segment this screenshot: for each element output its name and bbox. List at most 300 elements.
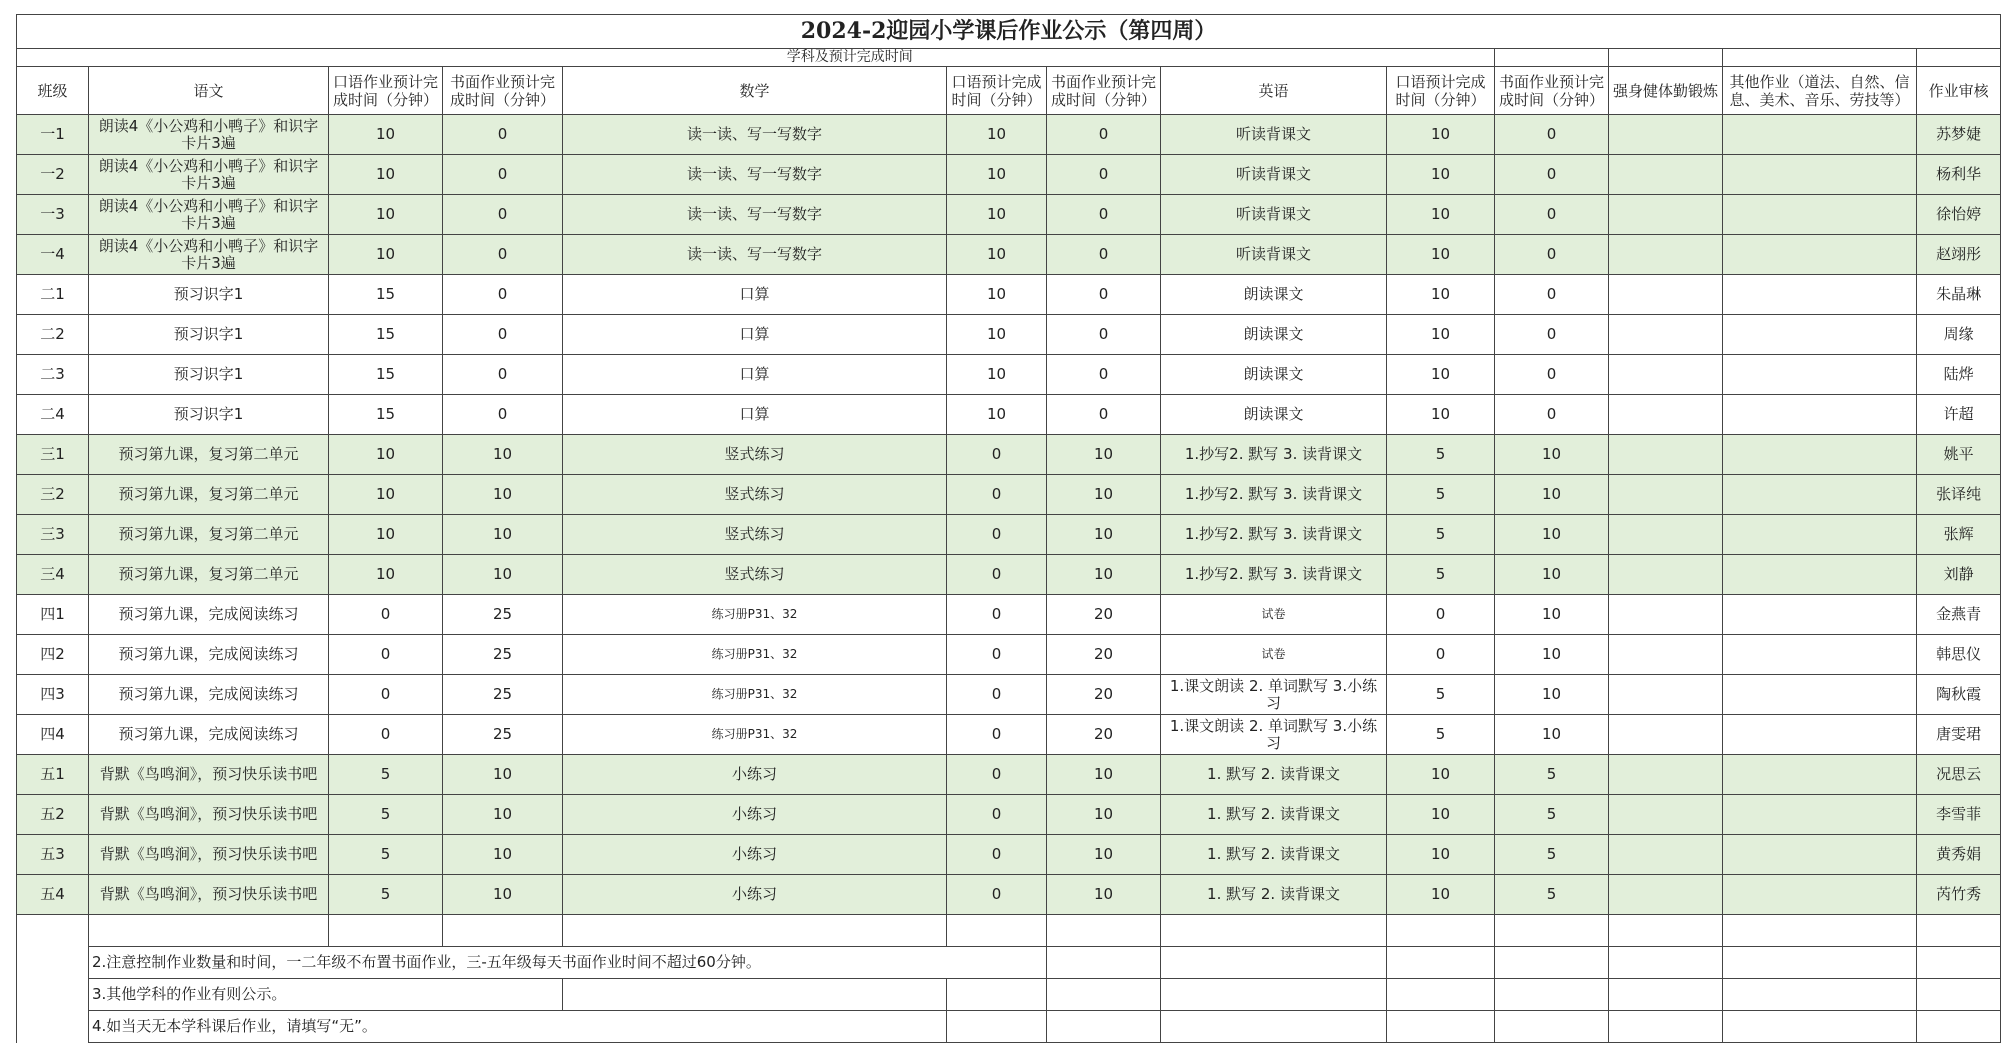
english-oral-cell: 10 <box>1387 195 1495 235</box>
chinese-written-cell: 0 <box>443 395 563 435</box>
class-cell: 二3 <box>17 355 89 395</box>
chinese-cell: 预习识字1 <box>89 315 329 355</box>
header-math: 数学 <box>563 67 947 115</box>
table-row <box>17 595 2001 635</box>
english-written-cell: 10 <box>1495 515 1609 555</box>
chinese-written-cell: 25 <box>443 595 563 635</box>
chinese-oral-cell: 15 <box>329 275 443 315</box>
chinese-cell: 预习第九课，完成阅读练习 <box>89 595 329 635</box>
blank-cell <box>1047 915 1161 947</box>
english-cell: 1. 默写 2. 读背课文 <box>1161 795 1387 835</box>
chinese-written-cell: 25 <box>443 715 563 755</box>
header-chinese-oral: 口语作业预计完成时间（分钟） <box>329 67 443 115</box>
reviewer-cell: 陶秋霞 <box>1917 675 2001 715</box>
math-oral-cell: 0 <box>947 835 1047 875</box>
chinese-written-cell: 0 <box>443 275 563 315</box>
chinese-cell: 预习第九课，复习第二单元 <box>89 515 329 555</box>
other-cell <box>1723 875 1917 915</box>
math-oral-cell: 10 <box>947 355 1047 395</box>
english-written-cell: 0 <box>1495 235 1609 275</box>
blank-cell <box>947 915 1047 947</box>
english-cell: 1.课文朗读 2. 单词默写 3.小练习 <box>1161 715 1387 755</box>
math-cell: 练习册P31、32 <box>563 715 947 755</box>
chinese-written-cell: 10 <box>443 435 563 475</box>
blank-cell <box>1609 947 1723 979</box>
chinese-oral-cell: 15 <box>329 315 443 355</box>
table-row <box>17 835 2001 875</box>
math-cell: 练习册P31、32 <box>563 635 947 675</box>
reviewer-cell: 韩思仪 <box>1917 635 2001 675</box>
chinese-written-cell: 25 <box>443 675 563 715</box>
class-cell: 五1 <box>17 755 89 795</box>
chinese-cell: 预习第九课，完成阅读练习 <box>89 675 329 715</box>
blank-cell <box>1161 947 1387 979</box>
other-cell <box>1723 755 1917 795</box>
blank-cell <box>1495 979 1609 1011</box>
math-oral-cell: 0 <box>947 515 1047 555</box>
class-cell: 三4 <box>17 555 89 595</box>
blank-cell <box>1047 1011 1161 1043</box>
english-written-cell: 0 <box>1495 395 1609 435</box>
header-chinese: 语文 <box>89 67 329 115</box>
reviewer-cell: 苏梦婕 <box>1917 115 2001 155</box>
math-written-cell: 20 <box>1047 715 1161 755</box>
blank-cell <box>947 979 1047 1011</box>
english-cell: 听读背课文 <box>1161 195 1387 235</box>
english-oral-cell: 0 <box>1387 635 1495 675</box>
math-written-cell: 0 <box>1047 275 1161 315</box>
chinese-written-cell: 0 <box>443 195 563 235</box>
chinese-oral-cell: 10 <box>329 155 443 195</box>
english-oral-cell: 10 <box>1387 115 1495 155</box>
reviewer-cell: 赵翊彤 <box>1917 235 2001 275</box>
chinese-oral-cell: 10 <box>329 475 443 515</box>
other-cell <box>1723 555 1917 595</box>
table-row <box>17 555 2001 595</box>
class-cell: 三1 <box>17 435 89 475</box>
chinese-oral-cell: 10 <box>329 235 443 275</box>
pe-cell <box>1609 195 1723 235</box>
chinese-oral-cell: 10 <box>329 435 443 475</box>
other-cell <box>1723 435 1917 475</box>
class-cell: 五3 <box>17 835 89 875</box>
english-oral-cell: 5 <box>1387 675 1495 715</box>
english-written-cell: 10 <box>1495 475 1609 515</box>
chinese-written-cell: 25 <box>443 635 563 675</box>
class-cell: 四1 <box>17 595 89 635</box>
reviewer-cell: 徐怡婷 <box>1917 195 2001 235</box>
blank-cell <box>1387 979 1495 1011</box>
other-cell <box>1723 475 1917 515</box>
english-cell: 1.抄写2. 默写 3. 读背课文 <box>1161 515 1387 555</box>
chinese-oral-cell: 10 <box>329 555 443 595</box>
english-cell: 听读背课文 <box>1161 115 1387 155</box>
class-cell: 一1 <box>17 115 89 155</box>
pe-cell <box>1609 835 1723 875</box>
english-oral-cell: 10 <box>1387 355 1495 395</box>
chinese-oral-cell: 15 <box>329 355 443 395</box>
math-written-cell: 20 <box>1047 595 1161 635</box>
pe-cell <box>1609 755 1723 795</box>
english-cell: 1.抄写2. 默写 3. 读背课文 <box>1161 475 1387 515</box>
reviewer-cell: 许超 <box>1917 395 2001 435</box>
math-cell: 读一读、写一写数字 <box>563 235 947 275</box>
math-oral-cell: 10 <box>947 235 1047 275</box>
header-other: 其他作业（道法、自然、信息、美术、音乐、劳技等） <box>1723 67 1917 115</box>
blank-cell <box>1917 947 2001 979</box>
blank-cell <box>17 915 89 1043</box>
math-oral-cell: 0 <box>947 755 1047 795</box>
chinese-oral-cell: 10 <box>329 195 443 235</box>
chinese-written-cell: 0 <box>443 355 563 395</box>
math-oral-cell: 0 <box>947 715 1047 755</box>
math-cell: 读一读、写一写数字 <box>563 115 947 155</box>
math-cell: 竖式练习 <box>563 435 947 475</box>
math-oral-cell: 0 <box>947 435 1047 475</box>
english-cell: 听读背课文 <box>1161 235 1387 275</box>
english-written-cell: 5 <box>1495 755 1609 795</box>
header-english-oral: 口语预计完成时间（分钟） <box>1387 67 1495 115</box>
chinese-oral-cell: 5 <box>329 835 443 875</box>
chinese-cell: 预习第九课，复习第二单元 <box>89 555 329 595</box>
math-written-cell: 10 <box>1047 835 1161 875</box>
math-cell: 口算 <box>563 355 947 395</box>
chinese-cell: 朗读4《小公鸡和小鸭子》和识字卡片3遍 <box>89 155 329 195</box>
note-2: 2.注意控制作业数量和时间，一二年级不布置书面作业，三-五年级每天书面作业时间不超过60分钟。 <box>89 947 1047 979</box>
math-oral-cell: 10 <box>947 395 1047 435</box>
pe-cell <box>1609 315 1723 355</box>
blank-cell <box>1161 1011 1387 1043</box>
blank-cell <box>1047 979 1161 1011</box>
math-oral-cell: 0 <box>947 475 1047 515</box>
table-row <box>17 355 2001 395</box>
chinese-cell: 背默《鸟鸣涧》，预习快乐读书吧 <box>89 835 329 875</box>
table-row <box>17 395 2001 435</box>
header-review: 作业审核 <box>1917 67 2001 115</box>
reviewer-cell: 姚平 <box>1917 435 2001 475</box>
reviewer-cell: 朱晶琳 <box>1917 275 2001 315</box>
note-3: 3.其他学科的作业有则公示。 <box>89 979 563 1011</box>
other-cell <box>1723 315 1917 355</box>
math-written-cell: 10 <box>1047 515 1161 555</box>
english-cell: 试卷 <box>1161 635 1387 675</box>
subject-header: 学科及预计完成时间 <box>89 49 1495 67</box>
blank-cell <box>563 915 947 947</box>
chinese-oral-cell: 0 <box>329 635 443 675</box>
chinese-oral-cell: 5 <box>329 875 443 915</box>
pe-cell <box>1609 355 1723 395</box>
class-cell: 四4 <box>17 715 89 755</box>
table-row <box>17 795 2001 835</box>
other-cell <box>1723 675 1917 715</box>
english-cell: 1. 默写 2. 读背课文 <box>1161 755 1387 795</box>
class-cell: 四2 <box>17 635 89 675</box>
math-oral-cell: 0 <box>947 595 1047 635</box>
english-written-cell: 10 <box>1495 435 1609 475</box>
blank-cell <box>1609 915 1723 947</box>
blank-cell <box>1387 947 1495 979</box>
english-cell: 1.抄写2. 默写 3. 读背课文 <box>1161 555 1387 595</box>
math-written-cell: 0 <box>1047 195 1161 235</box>
chinese-cell: 预习第九课，复习第二单元 <box>89 475 329 515</box>
math-written-cell: 0 <box>1047 155 1161 195</box>
chinese-oral-cell: 5 <box>329 795 443 835</box>
blank-cell <box>1387 915 1495 947</box>
english-written-cell: 10 <box>1495 595 1609 635</box>
chinese-cell: 背默《鸟鸣涧》，预习快乐读书吧 <box>89 795 329 835</box>
reviewer-cell: 刘静 <box>1917 555 2001 595</box>
blank-cell <box>1495 915 1609 947</box>
english-oral-cell: 5 <box>1387 715 1495 755</box>
reviewer-cell: 况思云 <box>1917 755 2001 795</box>
table-row <box>17 275 2001 315</box>
blank-cell <box>1723 915 1917 947</box>
chinese-written-cell: 0 <box>443 155 563 195</box>
english-cell: 1.课文朗读 2. 单词默写 3.小练习 <box>1161 675 1387 715</box>
pe-cell <box>1609 155 1723 195</box>
chinese-oral-cell: 10 <box>329 515 443 555</box>
english-oral-cell: 0 <box>1387 595 1495 635</box>
blank-cell <box>1723 49 1917 67</box>
class-cell: 五4 <box>17 875 89 915</box>
blank-cell <box>17 49 89 67</box>
chinese-oral-cell: 0 <box>329 675 443 715</box>
blank-cell <box>1723 979 1917 1011</box>
chinese-written-cell: 0 <box>443 115 563 155</box>
blank-cell <box>89 915 329 947</box>
other-cell <box>1723 355 1917 395</box>
math-written-cell: 20 <box>1047 675 1161 715</box>
english-written-cell: 10 <box>1495 635 1609 675</box>
pe-cell <box>1609 475 1723 515</box>
other-cell <box>1723 195 1917 235</box>
english-oral-cell: 10 <box>1387 155 1495 195</box>
header-class: 班级 <box>17 67 89 115</box>
blank-cell <box>1495 947 1609 979</box>
class-cell: 四3 <box>17 675 89 715</box>
chinese-oral-cell: 5 <box>329 755 443 795</box>
other-cell <box>1723 835 1917 875</box>
english-oral-cell: 5 <box>1387 475 1495 515</box>
reviewer-cell: 周缘 <box>1917 315 2001 355</box>
math-oral-cell: 10 <box>947 155 1047 195</box>
class-cell: 二2 <box>17 315 89 355</box>
header-pe: 强身健体勤锻炼 <box>1609 67 1723 115</box>
english-written-cell: 5 <box>1495 795 1609 835</box>
math-cell: 小练习 <box>563 875 947 915</box>
blank-cell <box>1917 49 2001 67</box>
english-oral-cell: 10 <box>1387 875 1495 915</box>
chinese-cell: 背默《鸟鸣涧》，预习快乐读书吧 <box>89 875 329 915</box>
english-oral-cell: 10 <box>1387 395 1495 435</box>
english-written-cell: 0 <box>1495 195 1609 235</box>
header-math-written: 书面作业预计完成时间（分钟） <box>1047 67 1161 115</box>
math-oral-cell: 0 <box>947 875 1047 915</box>
pe-cell <box>1609 395 1723 435</box>
chinese-written-cell: 0 <box>443 315 563 355</box>
reviewer-cell: 陆烨 <box>1917 355 2001 395</box>
chinese-oral-cell: 0 <box>329 595 443 635</box>
math-written-cell: 10 <box>1047 875 1161 915</box>
math-cell: 口算 <box>563 315 947 355</box>
reviewer-cell: 芮竹秀 <box>1917 875 2001 915</box>
chinese-written-cell: 10 <box>443 795 563 835</box>
other-cell <box>1723 115 1917 155</box>
chinese-written-cell: 10 <box>443 515 563 555</box>
reviewer-cell: 张辉 <box>1917 515 2001 555</box>
english-cell: 朗读课文 <box>1161 315 1387 355</box>
blank-cell <box>1609 979 1723 1011</box>
math-cell: 读一读、写一写数字 <box>563 155 947 195</box>
blank-cell <box>329 915 443 947</box>
math-cell: 竖式练习 <box>563 555 947 595</box>
class-cell: 一3 <box>17 195 89 235</box>
reviewer-cell: 金燕青 <box>1917 595 2001 635</box>
english-oral-cell: 10 <box>1387 235 1495 275</box>
blank-cell <box>1495 1011 1609 1043</box>
chinese-cell: 朗读4《小公鸡和小鸭子》和识字卡片3遍 <box>89 235 329 275</box>
math-oral-cell: 0 <box>947 555 1047 595</box>
math-cell: 竖式练习 <box>563 515 947 555</box>
english-cell: 1.抄写2. 默写 3. 读背课文 <box>1161 435 1387 475</box>
english-oral-cell: 10 <box>1387 795 1495 835</box>
english-oral-cell: 10 <box>1387 755 1495 795</box>
math-written-cell: 10 <box>1047 755 1161 795</box>
other-cell <box>1723 795 1917 835</box>
math-cell: 练习册P31、32 <box>563 675 947 715</box>
class-cell: 二1 <box>17 275 89 315</box>
reviewer-cell: 李雪菲 <box>1917 795 2001 835</box>
english-written-cell: 10 <box>1495 715 1609 755</box>
chinese-written-cell: 0 <box>443 235 563 275</box>
math-written-cell: 0 <box>1047 355 1161 395</box>
english-cell: 朗读课文 <box>1161 355 1387 395</box>
math-written-cell: 0 <box>1047 235 1161 275</box>
chinese-written-cell: 10 <box>443 555 563 595</box>
table-row <box>17 635 2001 675</box>
english-written-cell: 10 <box>1495 555 1609 595</box>
other-cell <box>1723 235 1917 275</box>
chinese-cell: 朗读4《小公鸡和小鸭子》和识字卡片3遍 <box>89 115 329 155</box>
math-written-cell: 10 <box>1047 435 1161 475</box>
english-written-cell: 10 <box>1495 675 1609 715</box>
homework-table <box>16 14 2001 1043</box>
other-cell <box>1723 635 1917 675</box>
pe-cell <box>1609 675 1723 715</box>
english-cell: 1. 默写 2. 读背课文 <box>1161 835 1387 875</box>
chinese-cell: 预习识字1 <box>89 275 329 315</box>
math-written-cell: 0 <box>1047 315 1161 355</box>
chinese-cell: 预习第九课，完成阅读练习 <box>89 715 329 755</box>
blank-cell <box>1917 915 2001 947</box>
pe-cell <box>1609 595 1723 635</box>
math-oral-cell: 10 <box>947 195 1047 235</box>
blank-cell <box>1495 49 1609 67</box>
blank-cell <box>1917 1011 2001 1043</box>
blank-cell <box>563 979 947 1011</box>
pe-cell <box>1609 275 1723 315</box>
header-english-written: 书面作业预计完成时间（分钟） <box>1495 67 1609 115</box>
math-written-cell: 0 <box>1047 115 1161 155</box>
pe-cell <box>1609 715 1723 755</box>
math-cell: 竖式练习 <box>563 475 947 515</box>
other-cell <box>1723 595 1917 635</box>
blank-cell <box>1723 947 1917 979</box>
english-written-cell: 0 <box>1495 315 1609 355</box>
english-written-cell: 0 <box>1495 275 1609 315</box>
other-cell <box>1723 515 1917 555</box>
english-oral-cell: 10 <box>1387 315 1495 355</box>
blank-cell <box>443 915 563 947</box>
chinese-cell: 预习识字1 <box>89 355 329 395</box>
other-cell <box>1723 275 1917 315</box>
math-oral-cell: 0 <box>947 675 1047 715</box>
pe-cell <box>1609 795 1723 835</box>
class-cell: 一4 <box>17 235 89 275</box>
chinese-cell: 背默《鸟鸣涧》，预习快乐读书吧 <box>89 755 329 795</box>
table-row <box>17 235 2001 275</box>
english-cell: 朗读课文 <box>1161 395 1387 435</box>
math-written-cell: 0 <box>1047 395 1161 435</box>
class-cell: 五2 <box>17 795 89 835</box>
chinese-cell: 朗读4《小公鸡和小鸭子》和识字卡片3遍 <box>89 195 329 235</box>
chinese-written-cell: 10 <box>443 755 563 795</box>
math-cell: 练习册P31、32 <box>563 595 947 635</box>
blank-cell <box>947 1011 1047 1043</box>
english-cell: 试卷 <box>1161 595 1387 635</box>
reviewer-cell: 黄秀娟 <box>1917 835 2001 875</box>
pe-cell <box>1609 115 1723 155</box>
other-cell <box>1723 395 1917 435</box>
header-chinese-written: 书面作业预计完成时间（分钟） <box>443 67 563 115</box>
english-cell: 朗读课文 <box>1161 275 1387 315</box>
chinese-oral-cell: 0 <box>329 715 443 755</box>
english-written-cell: 0 <box>1495 115 1609 155</box>
math-cell: 口算 <box>563 275 947 315</box>
english-oral-cell: 10 <box>1387 275 1495 315</box>
table-row <box>17 875 2001 915</box>
blank-cell <box>1161 979 1387 1011</box>
table-row <box>17 115 2001 155</box>
chinese-oral-cell: 15 <box>329 395 443 435</box>
math-oral-cell: 10 <box>947 115 1047 155</box>
other-cell <box>1723 155 1917 195</box>
class-cell: 三3 <box>17 515 89 555</box>
class-cell: 三2 <box>17 475 89 515</box>
blank-cell <box>1609 49 1723 67</box>
class-cell: 一2 <box>17 155 89 195</box>
table-row <box>17 475 2001 515</box>
pe-cell <box>1609 875 1723 915</box>
table-row <box>17 515 2001 555</box>
table-row <box>17 315 2001 355</box>
class-cell: 二4 <box>17 395 89 435</box>
sheet-title: 2024-2迎园小学课后作业公示（第四周） <box>17 15 2001 49</box>
english-oral-cell: 5 <box>1387 435 1495 475</box>
math-cell: 读一读、写一写数字 <box>563 195 947 235</box>
table-row <box>17 675 2001 715</box>
other-cell <box>1723 715 1917 755</box>
math-cell: 口算 <box>563 395 947 435</box>
math-cell: 小练习 <box>563 795 947 835</box>
table-row <box>17 195 2001 235</box>
table-row <box>17 715 2001 755</box>
math-written-cell: 20 <box>1047 635 1161 675</box>
math-oral-cell: 10 <box>947 315 1047 355</box>
chinese-written-cell: 10 <box>443 875 563 915</box>
table-row <box>17 755 2001 795</box>
blank-cell <box>1161 915 1387 947</box>
